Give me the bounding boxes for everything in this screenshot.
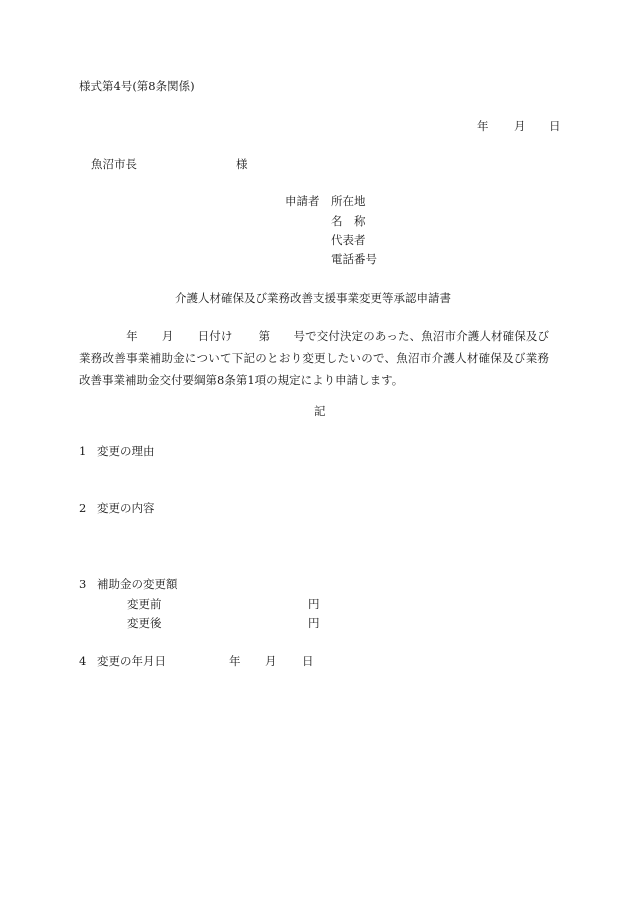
section-2-number: 2 xyxy=(79,501,87,515)
body-paragraph xyxy=(79,325,549,391)
body-text: 号で交付決定のあった、魚沼市介護人材確保及び業務改善事業補助金について下記のとおり変更したいので、魚沼市介護人材確保及び業務改善事業補助金交付要綱第8条第1項の規定により申請します。 xyxy=(79,329,550,387)
body-dated: 日付け xyxy=(197,329,233,343)
change-date-year: 年 xyxy=(229,654,241,668)
amount-after-unit: 円 xyxy=(308,616,320,630)
ki-heading: 記 xyxy=(314,404,326,418)
amount-after-label: 変更後 xyxy=(127,616,162,630)
date-day: 日 xyxy=(549,119,561,133)
amount-before-label: 変更前 xyxy=(127,597,162,611)
date-year: 年 xyxy=(477,119,489,133)
addressee-honorific: 様 xyxy=(236,157,248,171)
body-no-prefix: 第 xyxy=(258,329,271,343)
addressee-name: 魚沼市長 xyxy=(91,157,137,171)
section-3-number: 3 xyxy=(79,577,87,591)
applicant-name-label: 名 称 xyxy=(331,214,366,228)
section-4-label: 変更の年月日 xyxy=(97,654,166,668)
applicant-address-label: 所在地 xyxy=(331,194,366,208)
document-title: 介護人材確保及び業務改善支援事業変更等承認申請書 xyxy=(175,291,451,305)
section-4-number: 4 xyxy=(79,654,87,668)
section-3-label: 補助金の変更額 xyxy=(97,577,178,591)
applicant-phone-label: 電話番号 xyxy=(331,252,377,266)
applicant-representative-label: 代表者 xyxy=(331,233,366,247)
section-2-label: 変更の内容 xyxy=(97,501,155,515)
change-date-day: 日 xyxy=(302,654,314,668)
applicant-label: 申請者 xyxy=(285,194,320,208)
body-year: 年 xyxy=(126,329,138,343)
section-1-label: 変更の理由 xyxy=(97,444,155,458)
amount-before-unit: 円 xyxy=(308,597,320,611)
change-date-month: 月 xyxy=(265,654,277,668)
body-month: 月 xyxy=(161,329,174,343)
section-1-number: 1 xyxy=(79,444,87,458)
date-month: 月 xyxy=(514,119,526,133)
form-number: 様式第4号(第8条関係) xyxy=(79,79,195,93)
